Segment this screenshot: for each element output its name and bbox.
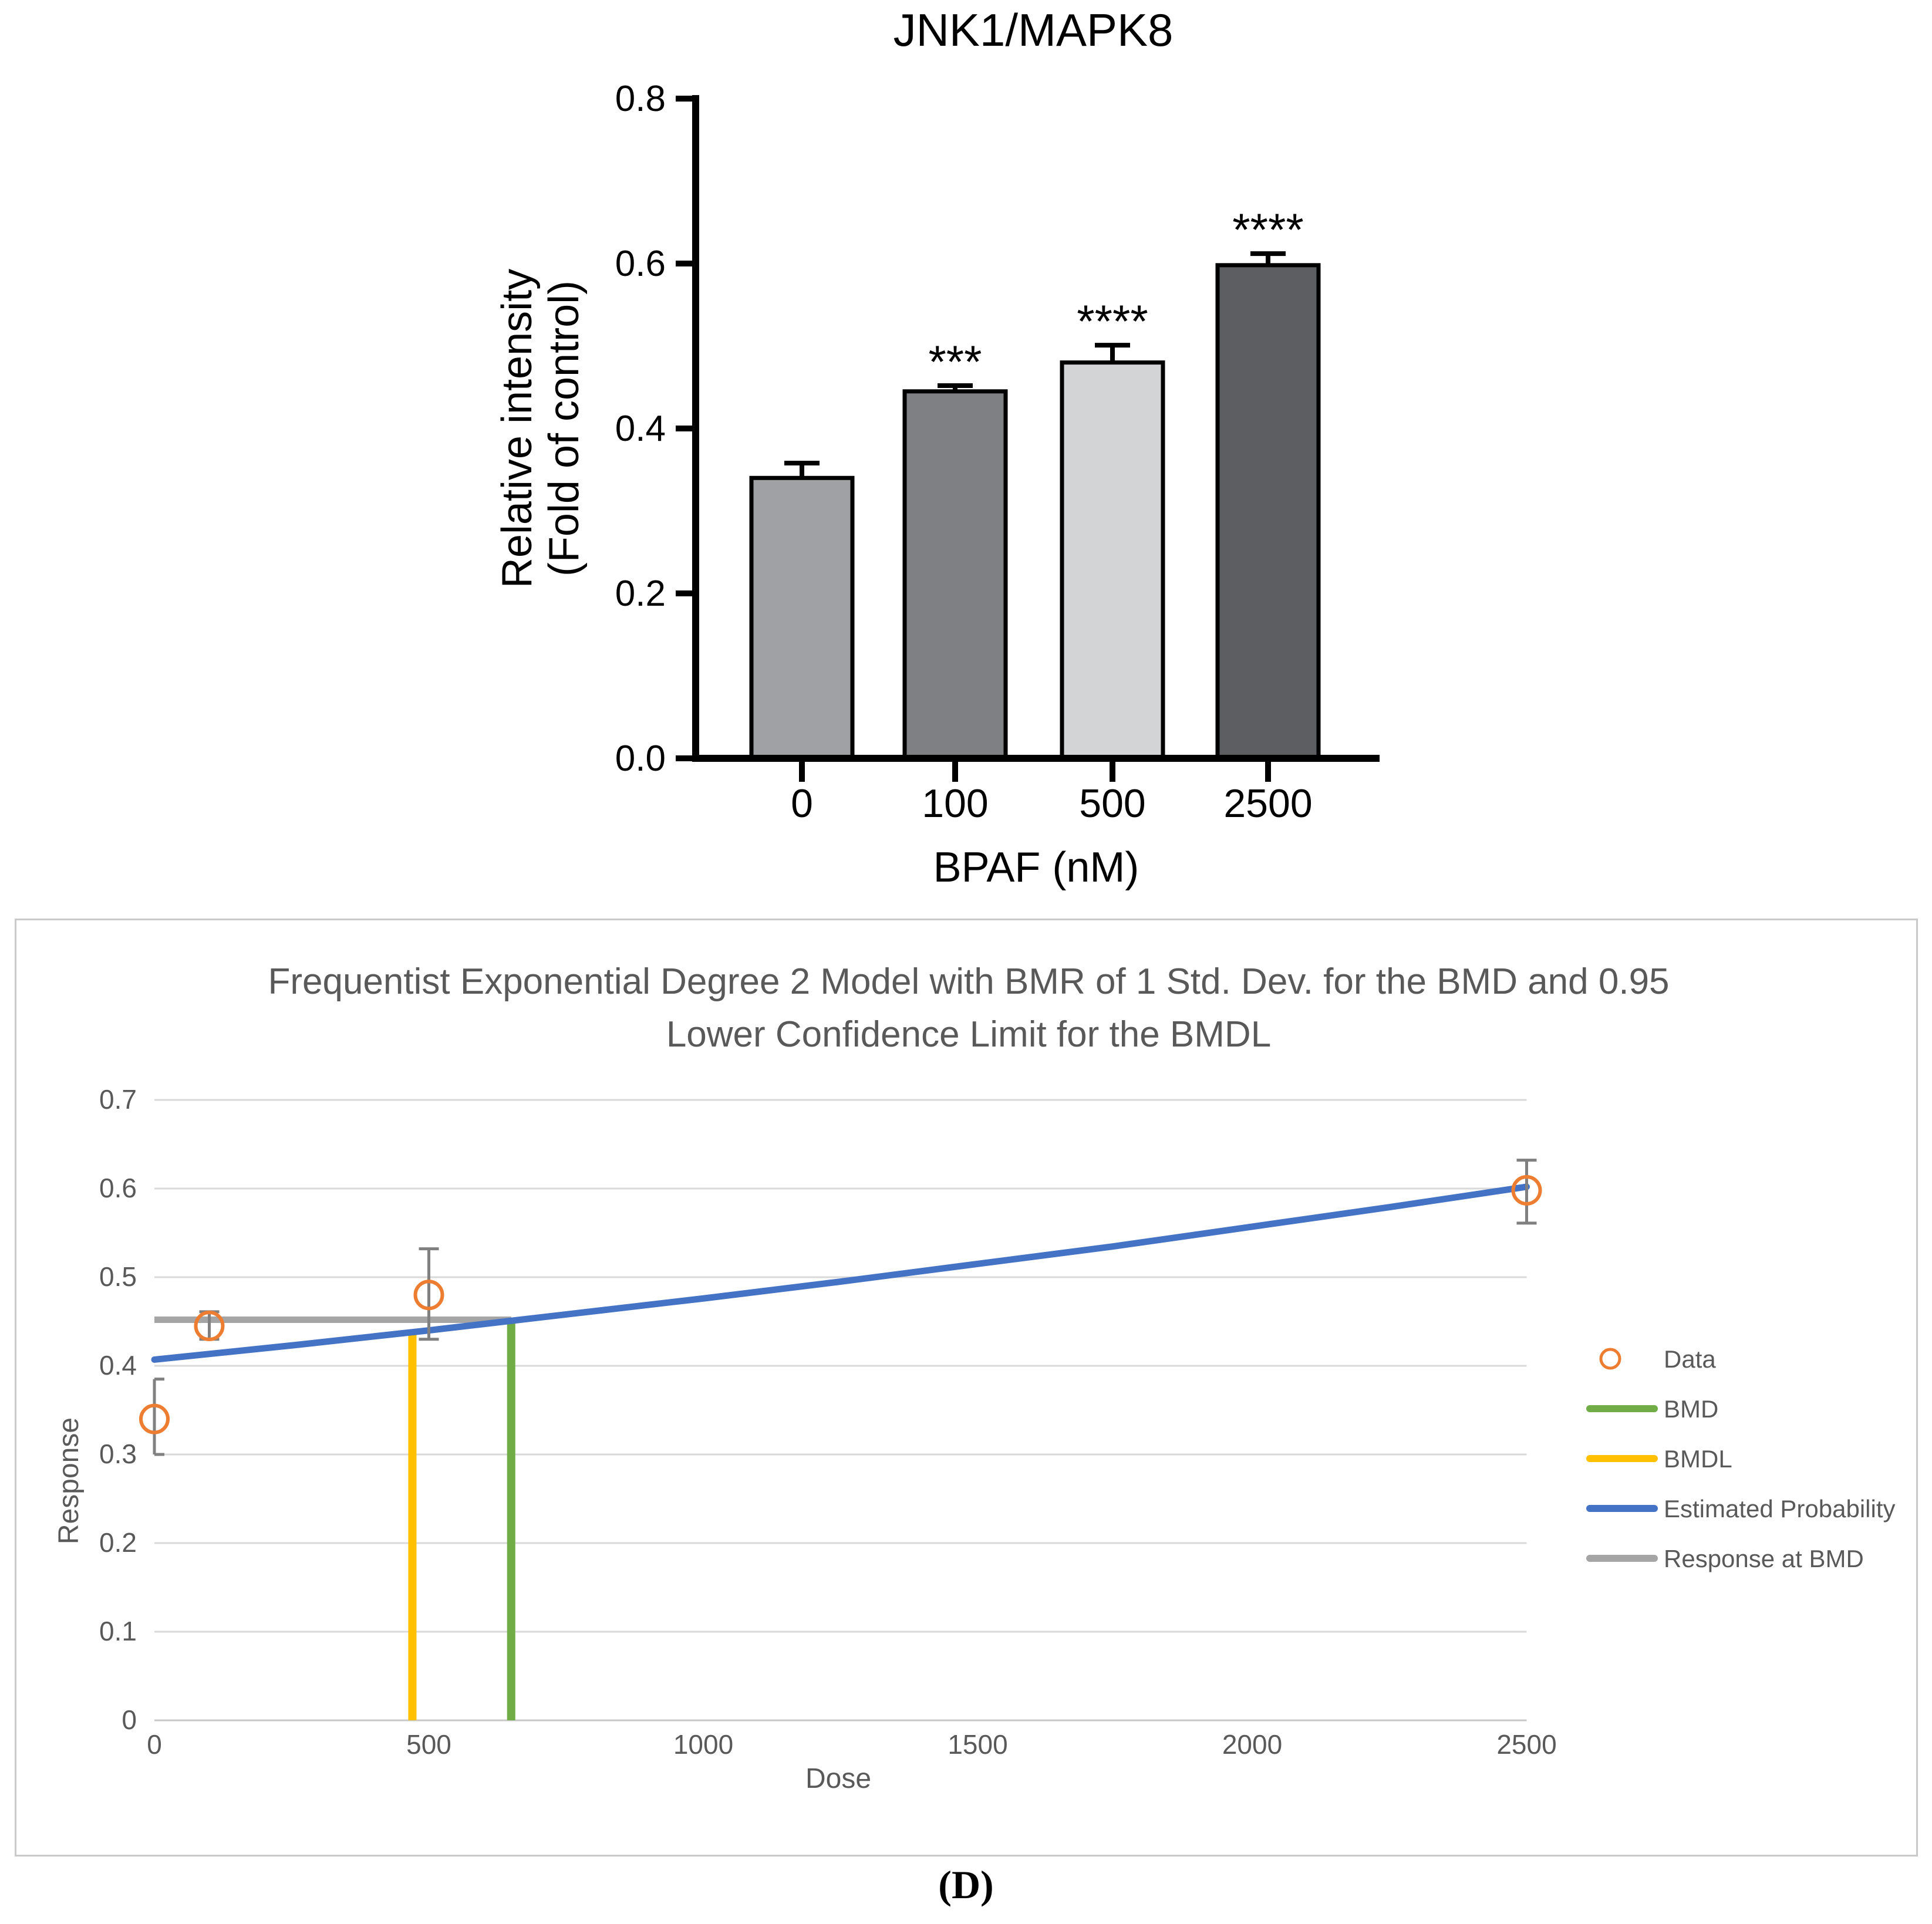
- significance-stars: ****: [1077, 295, 1148, 347]
- x-axis-label: BPAF (nM): [933, 844, 1139, 891]
- legend-label: BMDL: [1664, 1445, 1732, 1473]
- x-tick-label: 2500: [1496, 1729, 1557, 1760]
- chart-title: JNK1/MAPK8: [893, 4, 1174, 56]
- y-tick-label: 0.2: [615, 573, 666, 614]
- chart-title: Lower Confidence Limit for the BMDL: [666, 1014, 1272, 1055]
- x-tick-label: 2000: [1222, 1729, 1283, 1760]
- y-tick-label: 0.1: [99, 1616, 137, 1646]
- y-tick-label: 0.0: [615, 738, 666, 779]
- legend-marker-circle: [1601, 1349, 1620, 1368]
- estimated-probability-curve: [154, 1187, 1527, 1359]
- y-tick-label: 0.5: [99, 1261, 137, 1292]
- bar: [751, 478, 852, 758]
- bar: [905, 391, 1006, 758]
- bar: [1218, 265, 1319, 758]
- x-tick-label: 100: [922, 781, 989, 826]
- significance-stars: ***: [928, 335, 982, 387]
- x-tick-label: 1000: [673, 1729, 734, 1760]
- legend-label: Data: [1664, 1345, 1716, 1373]
- y-tick-label: 0.6: [99, 1173, 137, 1203]
- x-tick-label: 2500: [1223, 781, 1313, 826]
- y-tick-label: 0.7: [99, 1084, 137, 1115]
- y-tick-label: 0.2: [99, 1527, 137, 1558]
- y-tick-label: 0.4: [99, 1350, 137, 1380]
- legend-label: Estimated Probability: [1664, 1495, 1896, 1523]
- dose-response-panel: [15, 919, 1918, 1857]
- chart-title: Frequentist Exponential Degree 2 Model with BMR of 1 Std. Dev. for the BMD and 0.95: [268, 961, 1670, 1002]
- y-axis-label: (Fold of control): [541, 280, 588, 577]
- x-tick-label: 500: [1079, 781, 1146, 826]
- y-tick-label: 0.4: [615, 409, 666, 449]
- legend-label: Response at BMD: [1664, 1545, 1864, 1572]
- x-tick-label: 500: [406, 1729, 451, 1760]
- x-tick-label: 0: [147, 1729, 162, 1760]
- dose-response-chart: [16, 920, 1916, 1855]
- significance-stars: ****: [1232, 204, 1304, 256]
- x-tick-label: 1500: [948, 1729, 1008, 1760]
- y-tick-label: 0.3: [99, 1439, 137, 1469]
- bar: [1062, 363, 1163, 758]
- bar-chart: [0, 0, 1932, 916]
- x-axis-label: Dose: [805, 1763, 872, 1794]
- legend-label: BMD: [1664, 1395, 1719, 1423]
- y-tick-label: 0.6: [615, 244, 666, 284]
- y-axis-label: Relative intensity: [494, 268, 541, 589]
- y-axis-label: Response: [53, 1417, 85, 1545]
- x-tick-label: 0: [791, 781, 813, 826]
- y-tick-label: 0.8: [615, 79, 666, 119]
- y-tick-label: 0: [122, 1704, 137, 1735]
- figure-panel-label: (D): [938, 1862, 994, 1907]
